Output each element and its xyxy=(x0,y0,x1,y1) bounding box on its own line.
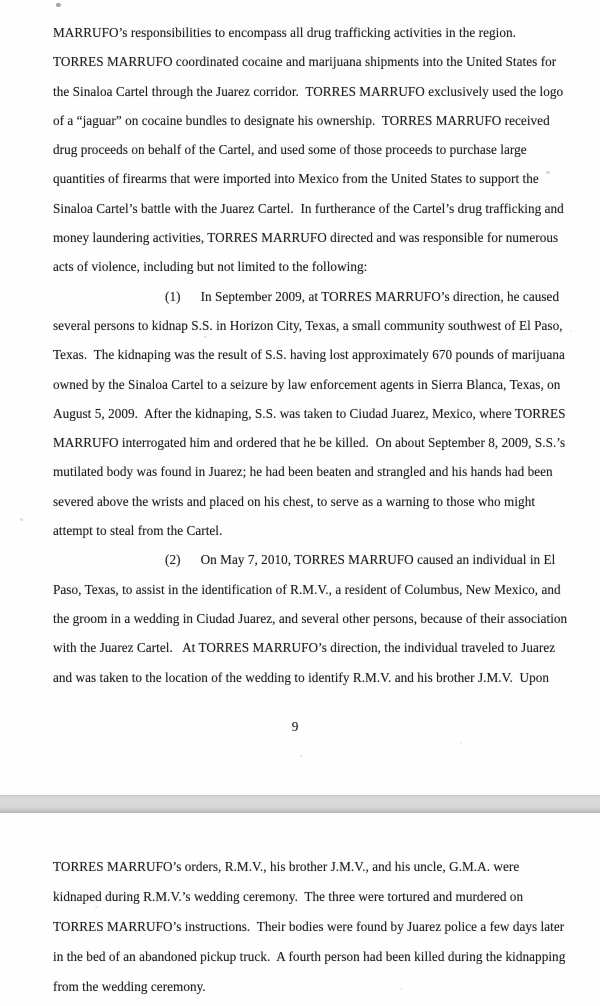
text-line: Texas. The kidnaping was the result of S.S. having lost approximately 670 pounds of marijuana xyxy=(53,347,565,363)
text-line: severed above the wrists and placed on his chest, to serve as a warning to those who might xyxy=(53,493,536,509)
text-line: August 5, 2009. After the kidnaping, S.S. was taken to Ciudad Juarez, Mexico, where TORRES xyxy=(53,405,566,421)
text-line: TORRES MARRUFO’s instructions. Their bodies were found by Juarez police a few days later xyxy=(53,919,565,934)
text-line: mutilated body was found in Juarez; he had been beaten and strangled and his hands had been xyxy=(53,464,553,480)
text-line: Sinaloa Cartel’s battle with the Juarez Cartel. In furtherance of the Cartel’s drug trafficking and xyxy=(53,200,564,216)
text-line: and was taken to the location of the wedding to identify R.M.V. and his brother J.M.V. Upon xyxy=(53,669,550,685)
text-line: with the Juarez Cartel. At TORRES MARRUFO’s direction, the individual traveled to Juarez xyxy=(53,640,556,656)
text-line: the groom in a wedding in Ciudad Juarez, and several other persons, because of their association xyxy=(53,610,568,626)
page-10-text-block xyxy=(53,852,593,1002)
text-line: Paso, Texas, to assist in the identification of R.M.V., a resident of Columbus, New Mexico, and xyxy=(53,581,561,597)
page-separator xyxy=(0,795,600,813)
text-line: owned by the Sinaloa Cartel to a seizure by law enforcement agents in Sierra Blanca, Texas, on xyxy=(53,376,561,392)
page-9-text-block xyxy=(53,18,593,692)
text-line: TORRES MARRUFO’s orders, R.M.V., his brother J.M.V., and his uncle, G.M.A. were xyxy=(53,859,520,874)
text-line: of a “jaguar” on cocaine bundles to designate his ownership. TORRES MARRUFO received xyxy=(53,112,550,128)
document-page-10 xyxy=(0,813,600,1006)
text-line: MARRUFO’s responsibilities to encompass all drug trafficking activities in the region. xyxy=(53,25,516,40)
text-line: the Sinaloa Cartel through the Juarez corridor. TORRES MARRUFO exclusively used the logo xyxy=(53,83,564,99)
text-line: quantities of firearms that were imported into Mexico from the United States to support the xyxy=(53,171,539,187)
text-line: money laundering activities, TORRES MARRUFO directed and was responsible for numerous xyxy=(53,230,559,246)
page-number: 9 xyxy=(291,719,299,734)
text-line: MARRUFO interrogated him and ordered that he be killed. On about September 8, 2009, S.S.’s xyxy=(53,435,566,451)
text-line: TORRES MARRUFO coordinated cocaine and marijuana shipments into the United States for xyxy=(53,54,557,70)
numbered-paragraph-1-first-line: (1) In September 2009, at TORRES MARRUFO’s direction, he caused xyxy=(165,288,560,304)
text-line: in the bed of an abandoned pickup truck. A fourth person had been killed during the kidnapping xyxy=(53,949,566,964)
text-line: several persons to kidnap S.S. in Horizon City, Texas, a small community southwest of El Paso, xyxy=(53,317,563,333)
text-line: attempt to steal from the Cartel. xyxy=(53,523,223,539)
text-line: kidnaped during R.M.V.’s wedding ceremony. The three were tortured and murdered on xyxy=(53,889,524,904)
text-line: acts of violence, including but not limited to the following: xyxy=(53,259,368,275)
text-line: drug proceeds on behalf of the Cartel, and used some of those proceeds to purchase large xyxy=(53,142,527,158)
text-line: from the wedding ceremony. xyxy=(53,979,206,994)
numbered-paragraph-2-first-line: (2) On May 7, 2010, TORRES MARRUFO caused an individual in El xyxy=(165,552,556,568)
